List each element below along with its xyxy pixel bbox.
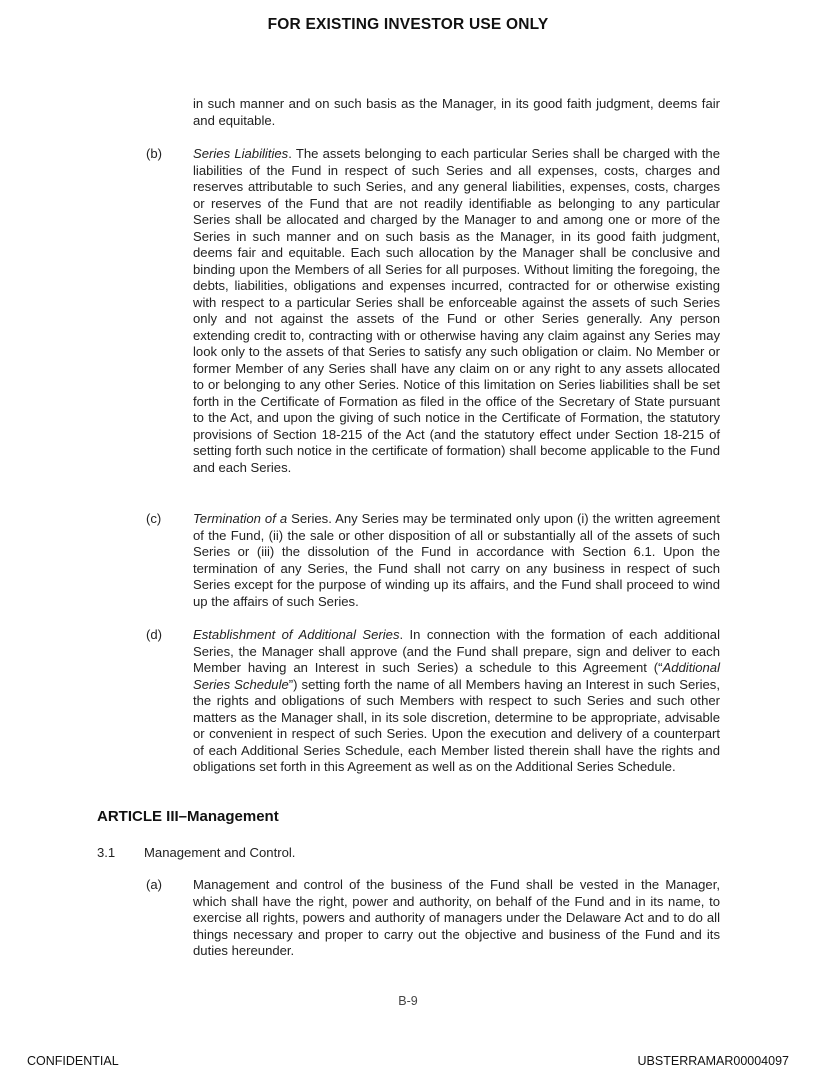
clause-b	[146, 146, 720, 476]
clause-d-body-part1: . In connection with the formation of each additional Series, the Manager shall approve (and the Fund shall prepare, sign and deliver to each Member having an Interest in such Series) a schedule to this Agreement (“	[193, 627, 721, 675]
footer-bates-number: UBSTERRAMAR00004097	[637, 1054, 789, 1068]
clause-c-label: (c)	[146, 511, 162, 526]
continuation-paragraph: in such manner and on such basis as the Manager, in its good faith judgment, deems fair and equitable.	[193, 96, 720, 128]
clause-d-title: Establishment of Additional Series	[193, 627, 400, 642]
clause-b-label: (b)	[146, 146, 163, 161]
clause-d	[146, 627, 720, 776]
clause-b-text	[193, 146, 720, 476]
clause-c-text	[193, 511, 720, 610]
subclause-a-text: Management and control of the business of the Fund shall be vested in the Manager, which shall have the right, power and authority, on behalf of the Fund and in its name, to exercise all rights, powers and authority of managers under the Delaware Act and to do all things necessary and proper to carry out the objective and business of the Fund and its duties hereunder.	[193, 877, 720, 958]
article-heading: ARTICLE III–Management	[97, 808, 279, 825]
clause-d-text	[193, 627, 720, 776]
clause-d-body-part2: ”) setting forth the name of all Members having an Interest in such Series, the rights and obligations of such Members with respect to such Series and such other matters as the Manager shall, in its sole discretion, determine to be appropriate, advisable or convenient in respect of such Series. Upon the execution and delivery of a counterpart of each Additional Series Schedule, each Member listed therein shall have the rights and obligations set forth in this Agreement as well as on the Additional Series Schedule.	[193, 676, 720, 774]
clause-c-title: Termination of a	[193, 511, 288, 526]
clause-c-body: Series. Any Series may be terminated only upon (i) the written agreement of the Fund, (ii) the sale or other disposition of all or substantially all of the assets of such Series or (iii) the dissolution of the Fund in accordance with Section 6.1. Upon the termination of any Series, the Fund shall not carry on any business in respect of such Series except for the purpose of winding up its affairs, and the Fund shall proceed to wind up the affairs of such Series.	[193, 511, 720, 609]
subclause-a	[146, 877, 720, 960]
confidentiality-banner: FOR EXISTING INVESTOR USE ONLY	[267, 16, 549, 33]
clause-d-label: (d)	[146, 627, 163, 642]
clause-b-title: Series Liabilities	[193, 146, 289, 161]
section-number: 3.1	[97, 845, 116, 860]
section-title: Management and Control.	[144, 845, 296, 860]
page-number: B-9	[398, 994, 418, 1008]
clause-b-body: . The assets belonging to each particular Series shall be charged with the liabilities of the Fund in respect of such Series and all expenses, costs, charges and reserves attributable to such Series, and any general liabilities, expenses, costs, charges or reserves of the Fund that are not readily identifiable as belonging to any particular Series shall be allocated and charged by the Manager to and among one or more of the Series in such manner and on such basis as the Manager, in its good faith judgment, deems fair and equitable. Each such allocation by the Manager shall be conclusive and binding upon the Members of all Series for all purposes. Without limiting the foregoing, the debts, liabilities, obligations and expenses incurred, contracted for or otherwise existing with respect to a particular Series shall be enforceable against the assets of such Series only and not against the assets of the Fund or other Series generally. Any person extending credit to, contracting with or otherwise having any claim against any Series may look only to the assets of that Series to satisfy any such obligation or claim. No Member or former Member of any Series shall have any claim on or any right to any assets allocated to or belonging to any other Series. Notice of this limitation on Series liabilities shall be set forth in the Certificate of Formation as filed in the office of the Secretary of State pursuant to the Act, and upon the giving of such notice in the Certificate of Formation, the statutory provisions of Section 18-215 of the Act (and the statutory effect under Section 18-215 of setting forth such notice in the certificate of formation) shall become applicable to the Fund and each Series.	[193, 146, 720, 475]
clause-c	[146, 511, 720, 610]
clause-d-defined-term: Additional Series Schedule	[193, 660, 720, 692]
subclause-a-label: (a)	[146, 877, 163, 892]
footer-confidential: CONFIDENTIAL	[27, 1054, 119, 1068]
